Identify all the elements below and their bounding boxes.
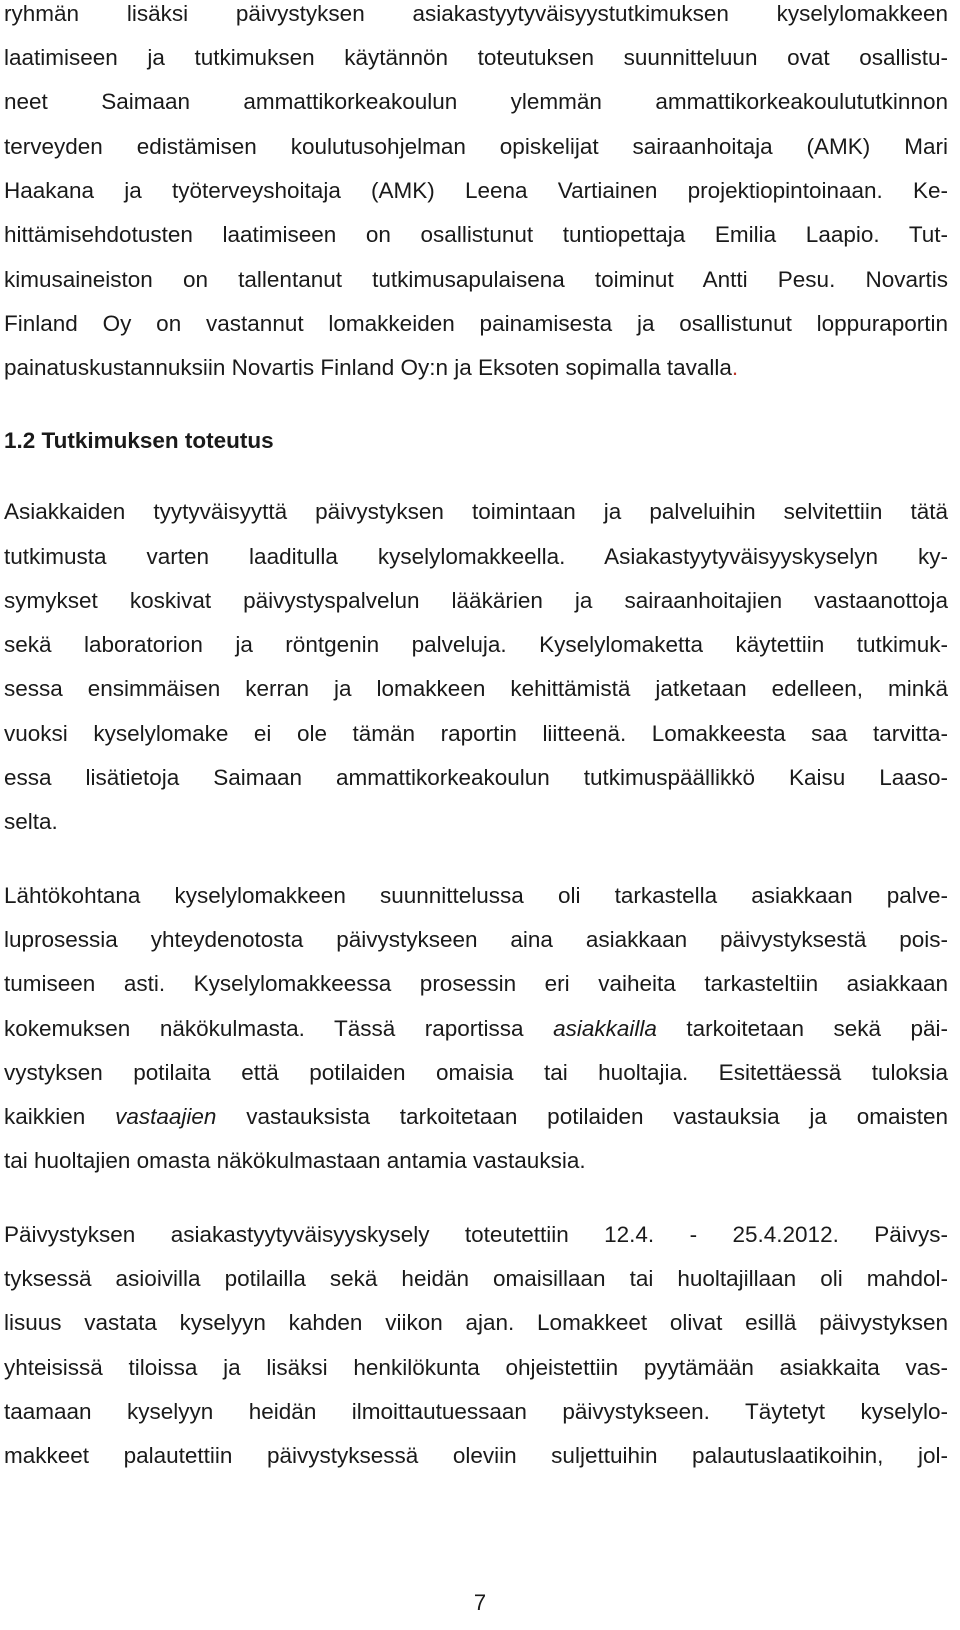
text-line-last: tai huoltajien omasta näkökulmastaan antamia vastauksia. [4,1148,586,1173]
text-segment: kaikkien [4,1104,116,1129]
text-segment: painatuskustannuksiin Novartis Finland Oy:n ja Eksoten sopimalla tavalla [4,355,732,380]
page-number: 7 [473,1590,487,1615]
text-line: neet Saimaan ammattikorkeakoulun ylemmän ammattikorkeakoulututkinnon [4,89,948,114]
italic-term: asiakkailla [553,1016,657,1041]
text-line-last: selta. [4,809,58,834]
text-segment: vastauksista tarkoitetaan potilaiden vastauksia ja omaisten [216,1104,948,1129]
text-line: ryhmän lisäksi päivystyksen asiakastyytyväisyystutkimuksen kyselylomakkeen [4,1,948,26]
text-line: tumiseen asti. Kyselylomakkeessa prosessin eri vaiheita tarkasteltiin asiakkaan [4,971,948,996]
text-line: vuoksi kyselylomake ei ole tämän raportin liitteenä. Lomakkeesta saa tarvitta- [4,721,948,746]
text-line: lisuus vastata kyselyyn kahden viikon ajan. Lomakkeet olivat esillä päivystyksen [4,1310,948,1335]
text-line [4,1005,948,1052]
text-segment: kokemuksen näkökulmasta. Tässä raportissa [4,1016,554,1041]
text-line: tyksessä asioivilla potilailla sekä heidän omaisillaan tai huoltajillaan oli mahdol- [4,1266,948,1291]
text-line: makkeet palautettiin päivystyksessä oleviin suljettuihin palautuslaatikoihin, jol- [4,1443,948,1468]
text-line: taamaan kyselyyn heidän ilmoittautuessaan päivystykseen. Täytetyt kyselylo- [4,1399,948,1424]
text-line: symykset koskivat päivystyspalvelun lääkärien ja sairaanhoitajien vastaanottoja [4,588,948,613]
text-line: hittämisehdotusten laatimiseen on osallistunut tuntiopettaja Emilia Laapio. Tut- [4,222,948,247]
section-heading: 1.2 Tutkimuksen toteutus [4,428,274,453]
text-line: luprosessia yhteydenotosta päivystykseen aina asiakkaan päivystyksestä pois- [4,927,948,952]
text-line: kimusaineiston on tallentanut tutkimusapulaisena toiminut Antti Pesu. Novartis [4,267,948,292]
italic-term: vastaajien [115,1104,217,1129]
text-line: Haakana ja työterveyshoitaja (AMK) Leena Vartiainen projektiopintoinaan. Ke- [4,178,948,203]
text-line-last [4,344,738,391]
text-line: essa lisätietoja Saimaan ammattikorkeakoulun tutkimuspäällikkö Kaisu Laaso- [4,765,948,790]
highlighted-period: . [731,355,739,380]
text-line: laatimiseen ja tutkimuksen käytännön toteutuksen suunnitteluun ovat osallistu- [4,45,948,70]
text-line [4,1093,948,1140]
text-line: Finland Oy on vastannut lomakkeiden painamisesta ja osallistunut loppuraportin [4,311,948,336]
text-segment: tarkoitetaan sekä päi- [656,1016,949,1041]
text-line: Päivystyksen asiakastyytyväisyyskysely toteutettiin 12.4. - 25.4.2012. Päivys- [4,1222,948,1247]
text-line: vystyksen potilaita että potilaiden omaisia tai huoltajia. Esitettäessä tuloksia [4,1060,948,1085]
text-line: Asiakkaiden tyytyväisyyttä päivystyksen toimintaan ja palveluihin selvitettiin tätä [4,499,948,524]
text-line: sessa ensimmäisen kerran ja lomakkeen kehittämistä jatketaan edelleen, minkä [4,676,948,701]
text-line: tutkimusta varten laaditulla kyselylomakkeella. Asiakastyytyväisyyskyselyn ky- [4,544,948,569]
text-line: sekä laboratorion ja röntgenin palveluja. Kyselylomaketta käytettiin tutkimuk- [4,632,948,657]
text-line: yhteisissä tiloissa ja lisäksi henkilökunta ohjeistettiin pyytämään asiakkaita vas- [4,1355,948,1380]
text-line: Lähtökohtana kyselylomakkeen suunnittelussa oli tarkastella asiakkaan palve- [4,883,948,908]
text-line: terveyden edistämisen koulutusohjelman opiskelijat sairaanhoitaja (AMK) Mari [4,134,948,159]
